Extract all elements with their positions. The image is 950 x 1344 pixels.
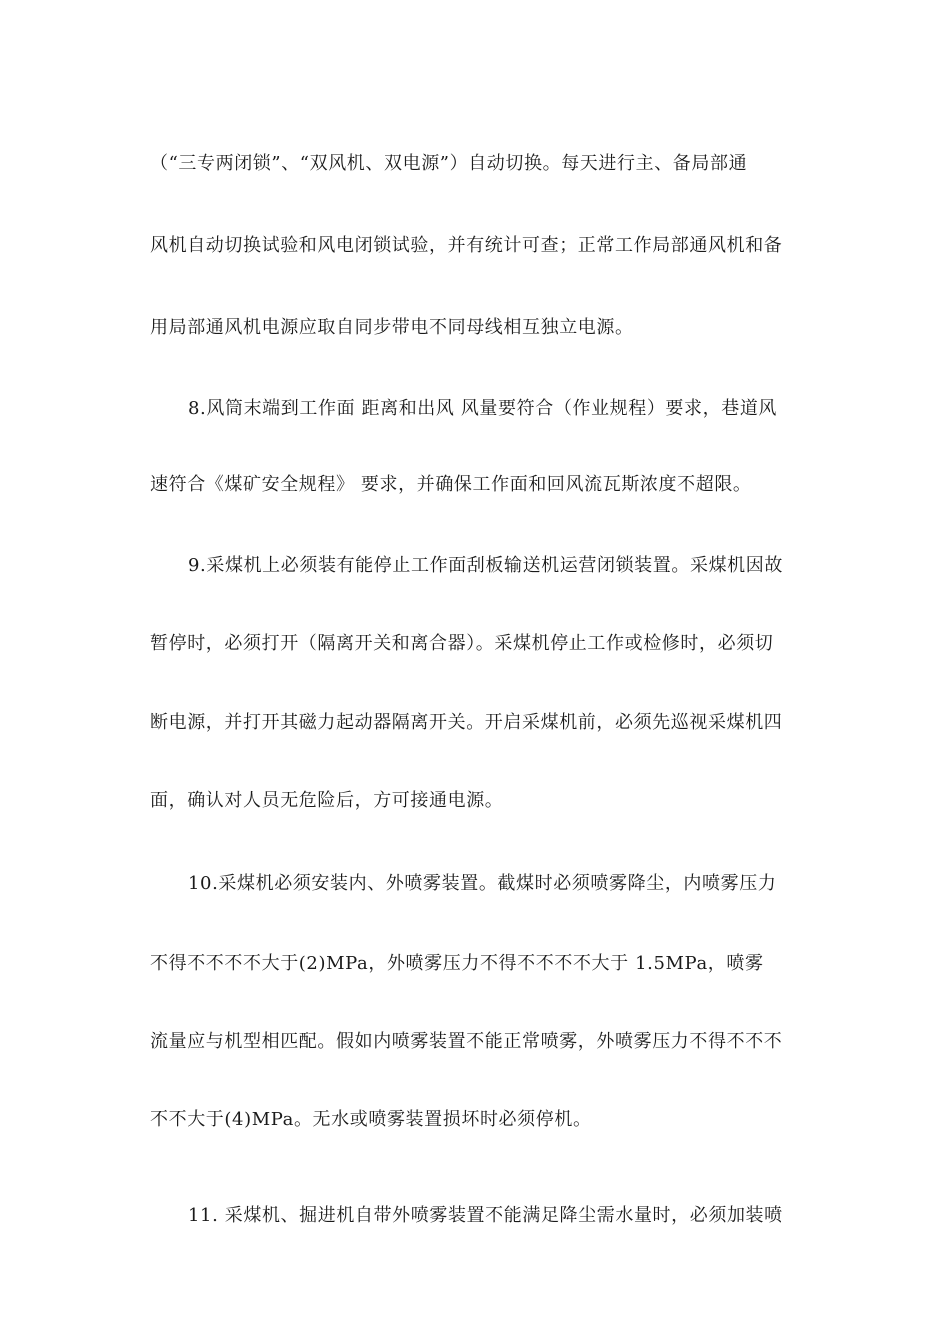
paragraph-9-line-2: 暂停时，必须打开（隔离开关和离合器）。采煤机停止工作或检修时，必须切: [150, 633, 774, 654]
paragraph-10-line-4: 不不大于(4)MPa。无水或喷雾装置损坏时必须停机。: [150, 1109, 592, 1130]
paragraph-8-line-1: 8.风筒末端到工作面 距离和出风 风量要符合（作业规程）要求，巷道风: [188, 398, 778, 419]
paragraph-1-line-1: （“三专两闭锁”、“双风机、双电源”）自动切换。每天进行主、备局部通: [150, 153, 748, 174]
paragraph-9-line-3: 断电源，并打开其磁力起动器隔离开关。开启采煤机前，必须先巡视采煤机四: [150, 712, 783, 733]
paragraph-10-line-1: 10.采煤机必须安装内、外喷雾装置。截煤时必须喷雾降尘，内喷雾压力: [188, 873, 777, 894]
paragraph-8-line-2: 速符合《煤矿安全规程》 要求，并确保工作面和回风流瓦斯浓度不超限。: [150, 474, 752, 495]
paragraph-9-line-4: 面，确认对人员无危险后，方可接通电源。: [150, 790, 504, 811]
paragraph-9-line-1: 9.采煤机上必须装有能停止工作面刮板输送机运营闭锁装置。采煤机因故: [188, 555, 783, 576]
paragraph-10-line-3: 流量应与机型相匹配。假如内喷雾装置不能正常喷雾，外喷雾压力不得不不不: [150, 1031, 783, 1052]
paragraph-11-line-1: 11. 采煤机、掘进机自带外喷雾装置不能满足降尘需水量时，必须加装喷: [188, 1205, 783, 1226]
paragraph-1-line-3: 用局部通风机电源应取自同步带电不同母线相互独立电源。: [150, 317, 634, 338]
paragraph-1-line-2: 风机自动切换试验和风电闭锁试验，并有统计可查；正常工作局部通风机和备: [150, 235, 783, 256]
paragraph-10-line-2: 不得不不不不大于(2)MPa，外喷雾压力不得不不不不大于 1.5MPa，喷雾: [150, 953, 764, 974]
